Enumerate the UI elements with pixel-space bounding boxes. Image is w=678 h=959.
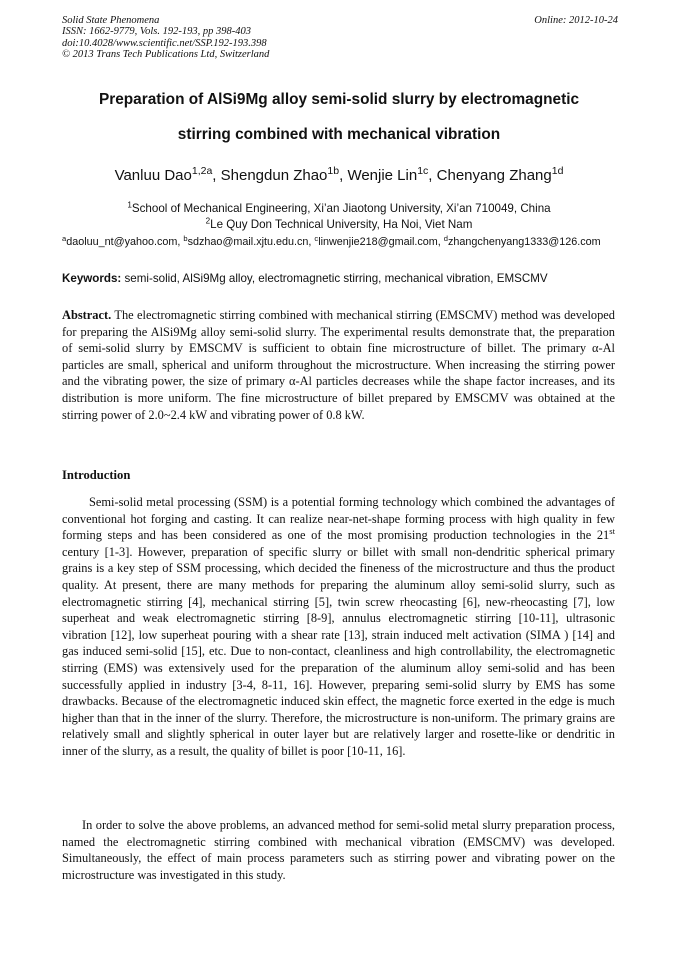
copyright-line: © 2013 Trans Tech Publications Ltd, Switzerland [62, 49, 270, 61]
email-address: daoluu_nt@yahoo.com [66, 236, 178, 248]
email-address: zhangchenyang1333@126.com [448, 236, 601, 248]
email-address: sdzhao@mail.xjtu.edu.cn [187, 236, 309, 248]
keywords [62, 272, 618, 285]
introduction-heading: Introduction [62, 468, 131, 482]
keywords-text: semi-solid, AlSi9Mg alloy, electromagnetic stirring, mechanical vibration, EMSCMV [121, 272, 548, 285]
author-affiliation-mark: 1,2a [191, 165, 213, 178]
paragraph-text: Semi-solid metal processing (SSM) is a potential forming technology which combined the advantages of conventional hot forging and casting. It can realize near-net-shape forming process with high quality in few forming steps and has been considered as one of the most promising production technologies in the 21 [62, 495, 615, 543]
author-separator: , [428, 167, 437, 184]
paper-title-line-1: Preparation of AlSi9Mg alloy semi-solid slurry by electromagnetic [98, 91, 580, 108]
email-mark: a [62, 233, 67, 243]
email-address: linwenjie218@gmail.com [318, 236, 438, 248]
abstract [62, 307, 615, 423]
affiliation [40, 218, 638, 231]
affiliation-mark: 2 [205, 216, 211, 226]
author-name: Chenyang Zhang [436, 167, 552, 184]
paper-title-line-2: stirring combined with mechanical vibration [177, 126, 501, 143]
affiliation-mark: 1 [127, 200, 132, 210]
author-affiliation-mark: 1d [551, 165, 564, 178]
affiliation-text: Le Quy Don Technical University, Ha Noi, Viet Nam [210, 218, 473, 231]
affiliation-text: School of Mechanical Engineering, Xi’an Jiaotong University, Xi’an 710049, China [131, 202, 551, 215]
online-date: Online: 2012-10-24 [534, 15, 618, 26]
journal-header [62, 15, 618, 61]
email-mark: b [183, 233, 188, 243]
affiliation [40, 202, 638, 215]
email-mark: c [314, 233, 319, 243]
author-separator: , [339, 167, 348, 184]
introduction-paragraph: In order to solve the above problems, an advanced method for semi-solid metal slurry preparation process, named the electromagnetic stirring combined with mechanical vibration (EMSCMV) was developed. Simultaneously, the effect of main process parameters such as stirring power and vibrating power on the microstructure was investigated in this study. [62, 818, 615, 882]
abstract-text: The electromagnetic stirring combined with mechanical stirring (EMSCMV) method was developed for preparing the AlSi9Mg alloy semi-solid slurry. The experimental results demonstrate that, the preparation of semi-solid slurry by EMSCMV is sufficient to obtain fine microstructure of billet. The primary α-Al particles are small, spherical and uniform throughout the microstructure. When increasing the stirring power and the vibrating power, the size of primary α-Al particles decreases while the shape factor increases, and its distribution is more uniform. The fine microstructure of billet prepared by EMSCMV was obtained at the stirring power of 2.0~2.4 kW and vibrating power of 0.8 kW. [62, 308, 615, 422]
journal-name: Solid State Phenomena [62, 15, 160, 26]
email-list [62, 233, 622, 248]
author-list [40, 167, 638, 184]
email-separator: , [177, 236, 184, 248]
keywords-label: Keywords: [62, 272, 122, 285]
issn-line: ISSN: 1662-9779, Vols. 192-193, pp 398-403 [62, 26, 251, 38]
email-separator: , [437, 236, 444, 248]
email-separator: , [308, 236, 315, 248]
email-mark: d [443, 233, 448, 243]
doi-line: doi:10.4028/www.scientific.net/SSP.192-193.398 [62, 37, 267, 49]
ordinal-suffix: st [609, 526, 615, 537]
author-affiliation-mark: 1b [327, 165, 340, 178]
author-name: Shengdun Zhao [220, 167, 328, 184]
paragraph-text: century [1-3]. However, preparation of specific slurry or billet with small non-dendritic spherical primary grains is a key step of SSM processing, which decided the fineness of the microstructure and thus the product quality. At present, there are many methods for preparing the aluminum alloy semi-solid slurry, such as electromagnetic stirring [4], mechanical stirring [5], twin screw rheocasting [6], new-rheocasting [7], low superheat and weak electromagnetic stirring [8-9], annulus electromagnetic stirring [10-11], ultrasonic vibration [12], low superheat pouring with a shear rate [13], strain induced melt activation (SIMA ) [14] and gas induced semi-solid [15], etc. Due to non-contact, cleanliness and high controllability, the electromagnetic stirring (EMS) was extensively used for the preparation of the aluminum alloy semi-solid and has been successfully applied in industry [3-4, 8-11, 16]. However, preparing semi-solid slurry by EMS has some drawbacks. Because of the electromagnetic induced skin effect, the magnetic force exerted in the edge is much higher than that in the inner of the slurry. Therefore, the microstructure is non-uniform. The primary grains are relatively small and slightly spherical in outer layer but are relatively larger and rosette-like or dendritic in inner of the slurry, as a result, the quality of billet is poor [10-11, 16]. [62, 544, 615, 758]
author-name: Wenjie Lin [347, 167, 418, 184]
author-separator: , [212, 167, 221, 184]
author-name: Vanluu Dao [114, 167, 192, 184]
author-affiliation-mark: 1c [417, 165, 429, 178]
abstract-label: Abstract. [62, 308, 112, 322]
introduction-paragraph [62, 494, 615, 760]
